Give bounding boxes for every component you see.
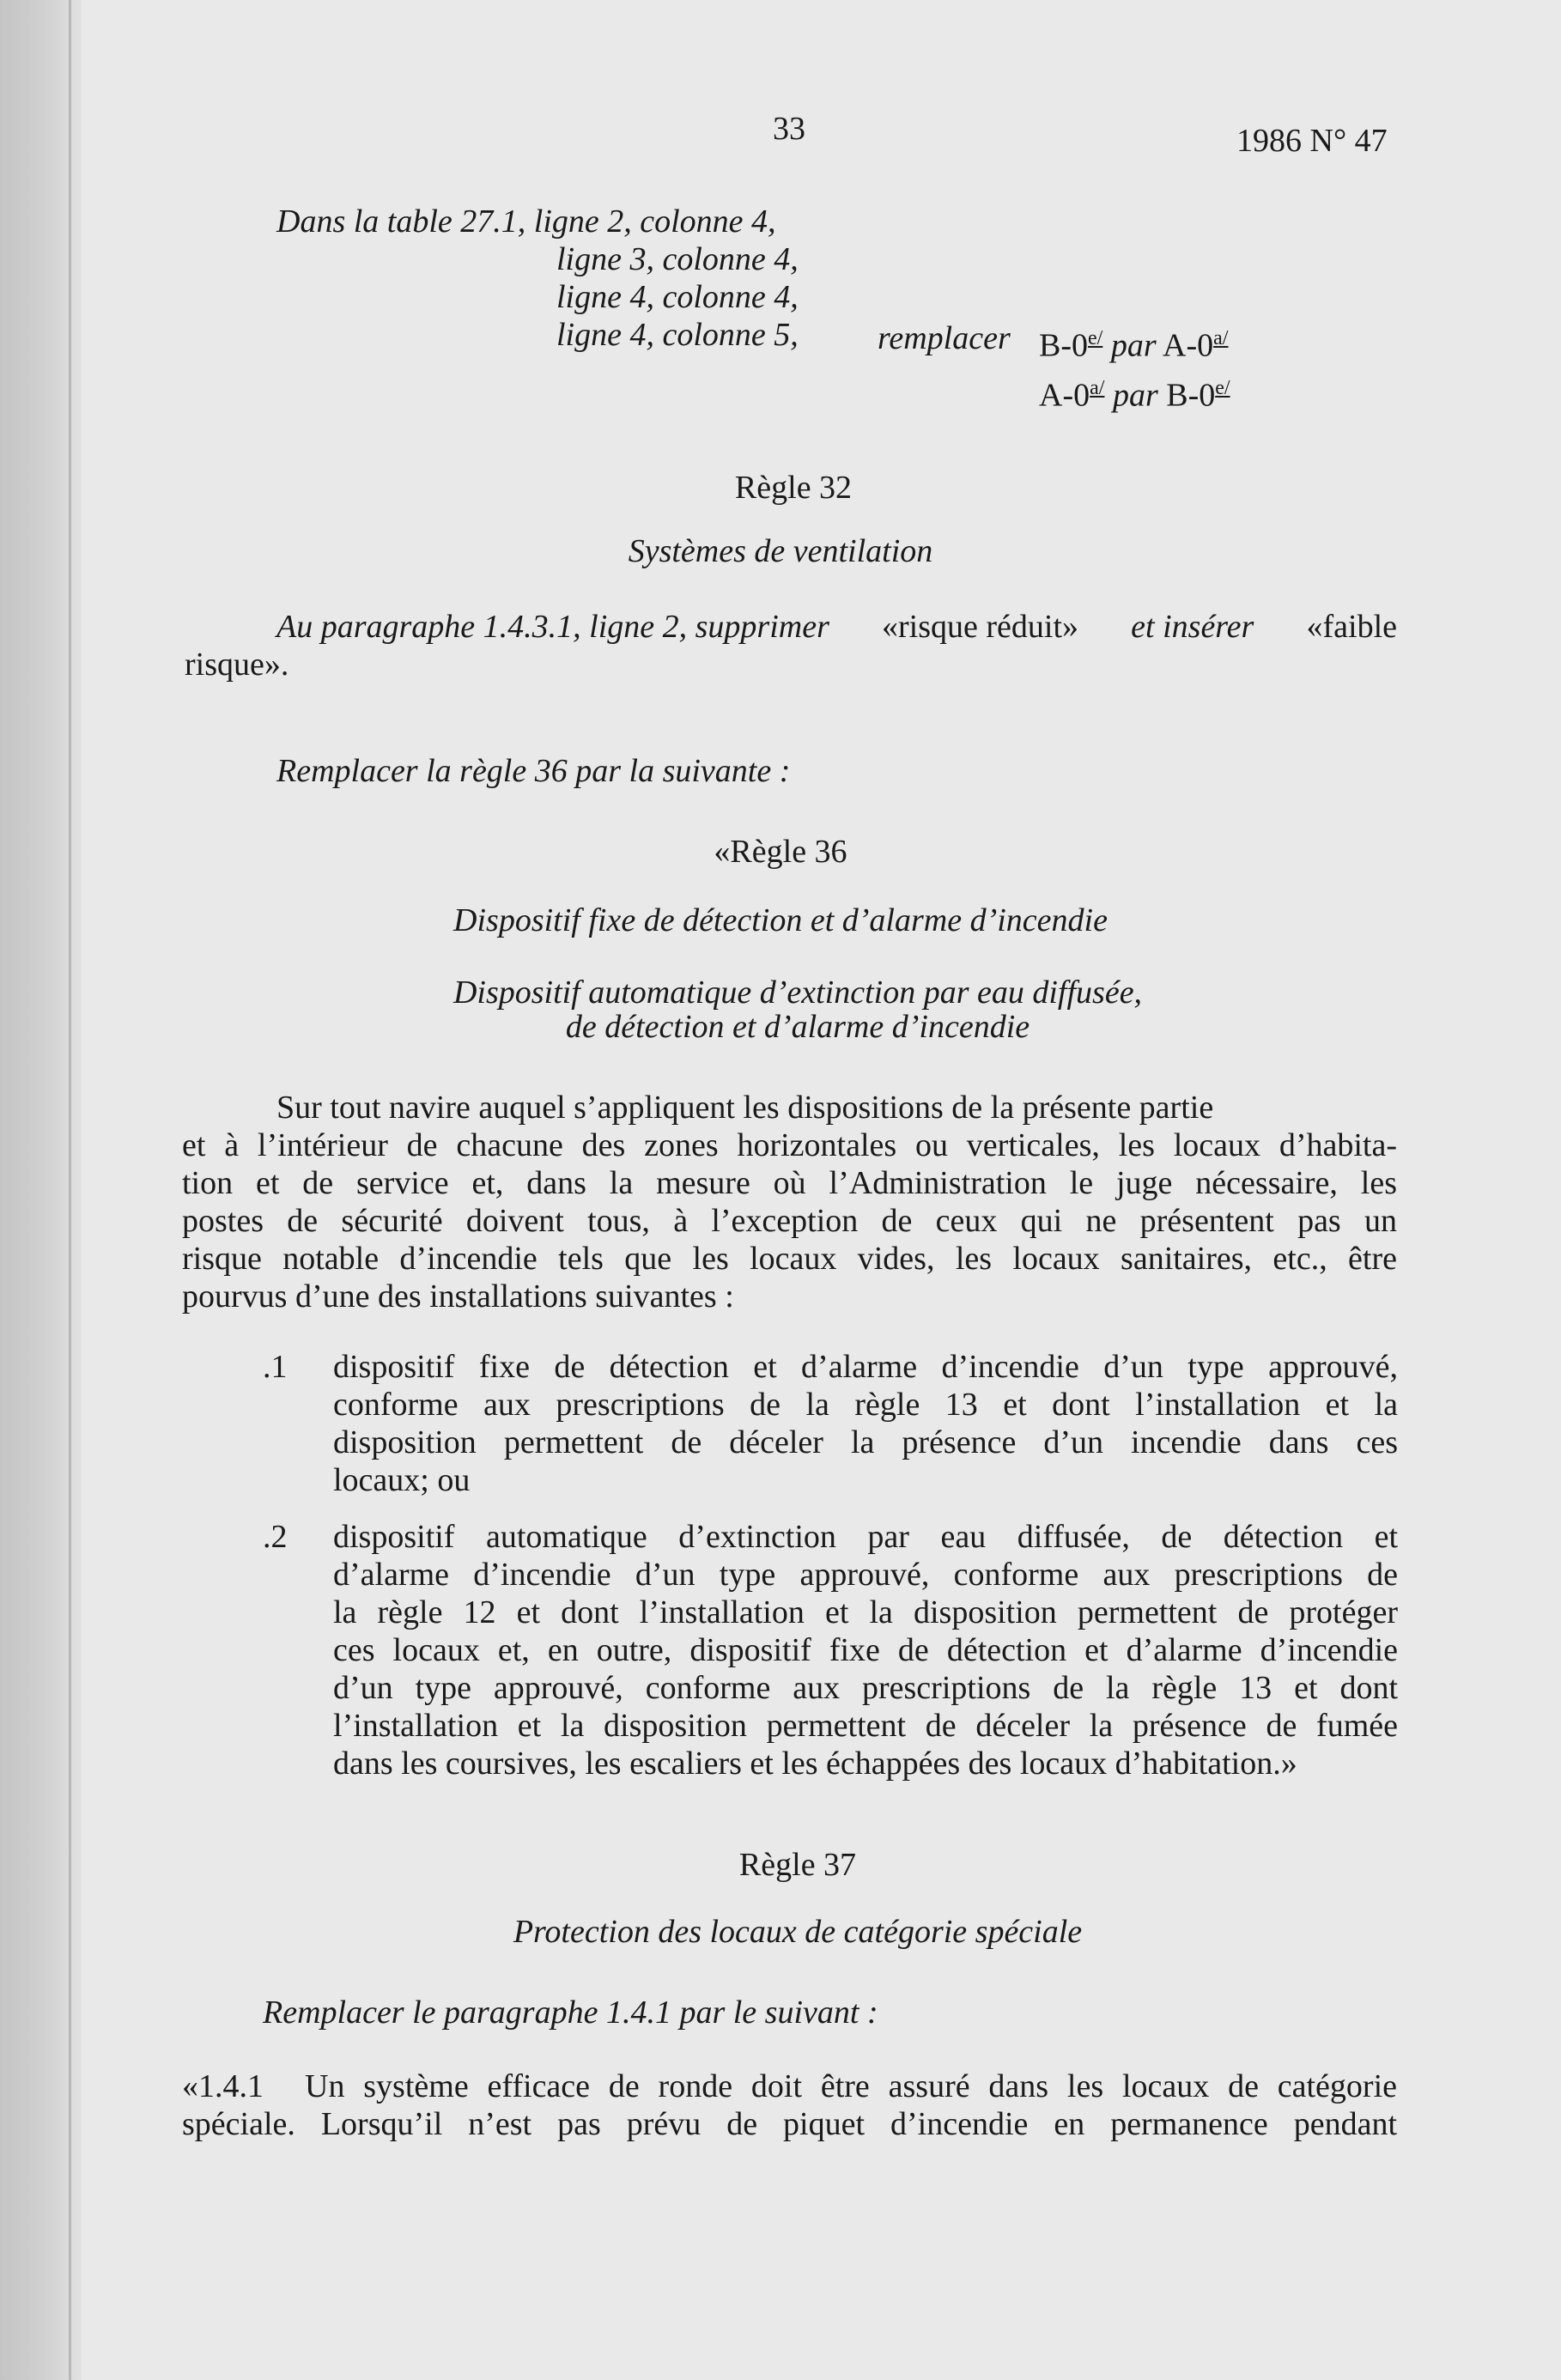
binding-edge <box>69 0 71 2380</box>
r2-par: par <box>1112 377 1158 414</box>
r1-to-sup: a/ <box>1213 327 1229 349</box>
page-number: 33 <box>773 111 805 147</box>
replace-paragraph-instruction: Remplacer le paragraphe 1.4.1 par le suivant : <box>263 1994 878 2031</box>
item1-line: conforme aux prescriptions de la règle 13 et dont l’installation et la <box>333 1387 1398 1423</box>
replace-rule36-instruction: Remplacer la règle 36 par la suivante : <box>276 753 791 789</box>
item2-line: ces locaux et, en outre, dispositif fixe de détection et d’alarme d’incendie <box>333 1632 1398 1668</box>
rule32-amend-italic-2: et insérer <box>1131 609 1254 645</box>
item1-line: locaux; ou <box>333 1462 471 1498</box>
table-amend-line3: ligne 4, colonne 4, <box>556 279 799 315</box>
item2-line: d’un type approuvé, conforme aux prescriptions de la règle 13 et dont <box>333 1670 1398 1706</box>
rule32-amend-cont: risque». <box>185 647 289 683</box>
issue-number: 1986 N° 47 <box>1236 123 1388 159</box>
rule37-subtitle: Protection des locaux de catégorie spéciale <box>513 1914 1083 1950</box>
replacement-row-2 <box>1039 369 1230 415</box>
r2-from: A-0 <box>1039 377 1090 414</box>
rule36-para-line: risque notable d’incendie tels que les locaux vides, les locaux sanitaires, etc., être <box>182 1241 1397 1277</box>
table-amend-intro: Dans la table 27.1, ligne 2, colonne 4, <box>276 203 776 240</box>
item2-line: d’alarme d’incendie d’un type approuvé, conforme aux prescriptions de <box>333 1557 1398 1593</box>
rule36-subtitle-2b: de détection et d’alarme d’incendie <box>565 1009 1030 1045</box>
replacement-row-1 <box>1039 319 1228 365</box>
rule36-para-line: postes de sécurité doivent tous, à l’exception de ceux qui ne présentent pas un <box>182 1203 1397 1239</box>
replace-word: remplacer <box>878 320 1011 356</box>
item1-number: .1 <box>263 1349 288 1385</box>
r1-from: B-0 <box>1039 327 1088 364</box>
r1-to: A-0 <box>1163 327 1214 364</box>
table-amend-line2: ligne 3, colonne 4, <box>556 241 799 277</box>
para-141-line: spéciale. Lorsqu’il n’est pas prévu de piquet d’incendie en permanence pendant <box>182 2106 1397 2142</box>
rule32-amend-quote-1: «risque réduit» <box>882 609 1079 645</box>
rule36-para-line: et à l’intérieur de chacune des zones horizontales ou verticales, les locaux d’habita- <box>182 1127 1397 1163</box>
rule32-amend-italic-1: Au paragraphe 1.4.3.1, ligne 2, supprimer <box>276 609 829 645</box>
para-141-line: Un système efficace de ronde doit être assuré dans les locaux de catégorie <box>305 2068 1397 2104</box>
rule36-subtitle-1: Dispositif fixe de détection et d’alarme d’incendie <box>453 902 1108 938</box>
r2-to-sup: e/ <box>1215 377 1230 399</box>
rule36-title: «Règle 36 <box>714 834 847 870</box>
item1-line: dispositif fixe de détection et d’alarme d’incendie d’un type approuvé, <box>333 1349 1398 1385</box>
rule32-subtitle: Systèmes de ventilation <box>628 533 933 569</box>
item1-line: disposition permettent de déceler la présence d’un incendie dans ces <box>333 1424 1398 1460</box>
rule32-title: Règle 32 <box>734 470 853 506</box>
rule32-amend-line1 <box>276 608 1397 646</box>
rule36-para-line: pourvus d’une des installations suivantes : <box>182 1278 734 1314</box>
r2-from-sup: a/ <box>1090 377 1105 399</box>
rule37-title: Règle 37 <box>738 1847 857 1883</box>
item2-line: l’installation et la disposition permettent de déceler la présence de fumée <box>333 1708 1398 1744</box>
table-amend-line4: ligne 4, colonne 5, <box>556 317 799 353</box>
r1-from-sup: e/ <box>1088 327 1103 349</box>
rule36-subtitle-2a: Dispositif automatique d’extinction par eau diffusée, <box>453 974 1143 1011</box>
r2-to: B-0 <box>1166 377 1216 414</box>
para-141-number: «1.4.1 <box>182 2068 264 2104</box>
item2-line: la règle 12 et dont l’installation et la disposition permettent de protéger <box>333 1594 1398 1630</box>
r1-par: par <box>1110 327 1157 364</box>
item2-number: .2 <box>263 1519 288 1555</box>
rule36-para-line: Sur tout navire auquel s’appliquent les dispositions de la présente partie <box>276 1090 1214 1126</box>
item2-line: dans les coursives, les escaliers et les échappées des locaux d’habitation.» <box>333 1746 1297 1782</box>
rule32-amend-quote-2: «faible <box>1306 609 1397 645</box>
item2-line: dispositif automatique d’extinction par eau diffusée, de détection et <box>333 1519 1398 1555</box>
rule36-para-line: tion et de service et, dans la mesure où l’Administration le juge nécessaire, les <box>182 1165 1397 1201</box>
